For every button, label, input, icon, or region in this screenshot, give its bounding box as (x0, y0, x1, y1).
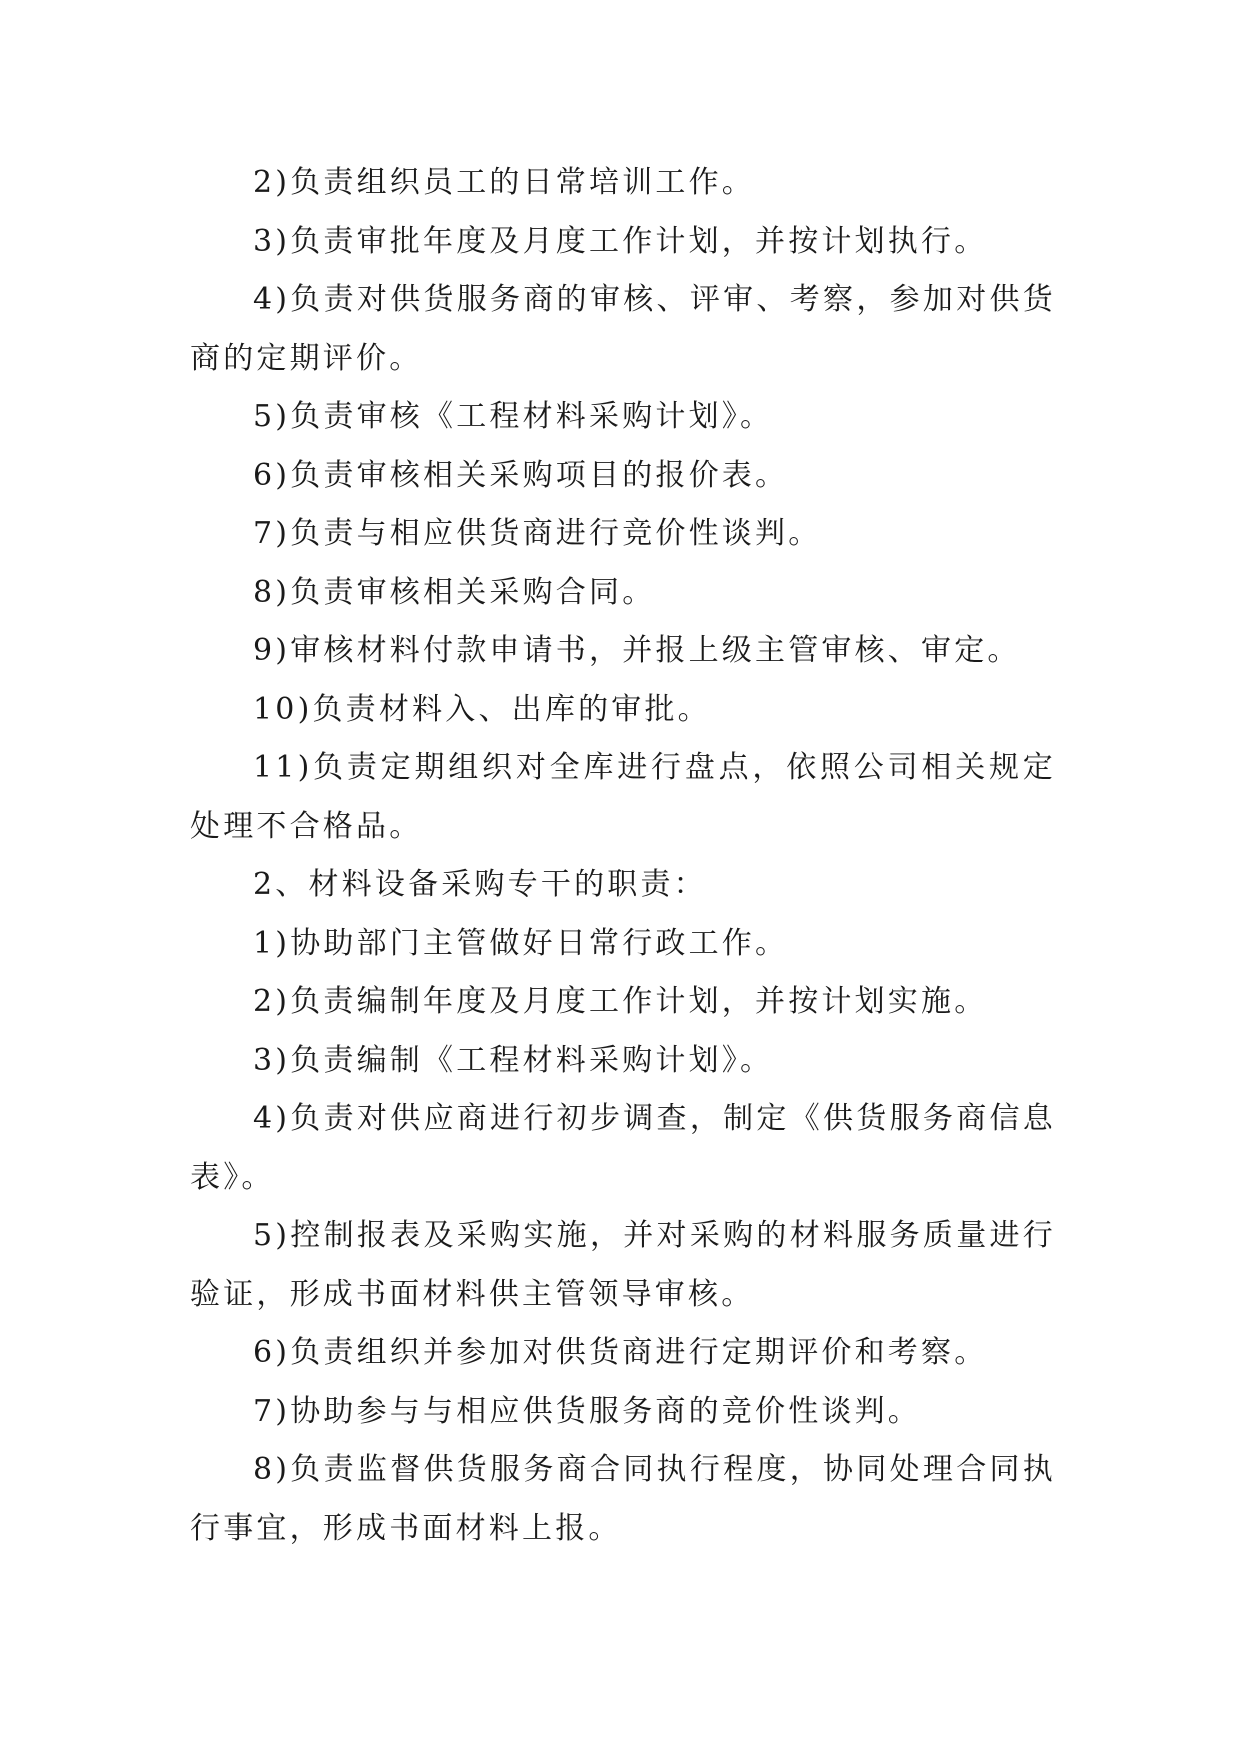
paragraph-14: 3)负责编制《工程材料采购计划》。 (253, 1042, 774, 1078)
paragraph-6: 7)负责与相应供货商进行竞价性谈判。 (253, 516, 822, 551)
paragraph-3: 4)负责对供货服务商的审核、评审、考察，参加对供货商的定期评价。 (190, 282, 1056, 376)
paragraph-5: 6)负责审核相关采购项目的报价表。 (253, 457, 789, 493)
paragraph-18: 7)协助参与与相应供货服务商的竞价性谈判。 (253, 1393, 921, 1429)
paragraph-19: 8)负责监督供货服务商合同执行程度，协同处理合同执行事宜，形成书面材料上报。 (190, 1452, 1056, 1546)
paragraph-13: 2)负责编制年度及月度工作计划，并按计划实施。 (253, 984, 988, 1019)
paragraph-8: 9)审核材料付款申请书，并报上级主管审核、审定。 (253, 633, 1021, 668)
paragraph-2: 3)负责审批年度及月度工作计划，并按计划执行。 (253, 223, 988, 259)
paragraph-12: 1)协助部门主管做好日常行政工作。 (253, 925, 789, 961)
paragraph-15: 4)负责对供应商进行初步调查，制定《供货服务商信息表》。 (190, 1101, 1056, 1195)
paragraph-1: 2)负责组织员工的日常培训工作。 (253, 165, 755, 200)
paragraph-9: 10)负责材料入、出库的审批。 (253, 691, 711, 727)
section-heading: 2、材料设备采购专干的职责： (253, 867, 707, 902)
paragraph-16: 5)控制报表及采购实施，并对采购的材料服务质量进行验证，形成书面材料供主管领导审核。 (190, 1218, 1056, 1312)
paragraph-4: 5)负责审核《工程材料采购计划》。 (253, 399, 774, 434)
paragraph-7: 8)负责审核相关采购合同。 (253, 574, 656, 610)
document-body (190, 154, 1056, 1558)
paragraph-10: 11)负责定期组织对全库进行盘点，依照公司相关规定处理不合格品。 (190, 750, 1056, 844)
paragraph-17: 6)负责组织并参加对供货商进行定期评价和考察。 (253, 1335, 988, 1370)
